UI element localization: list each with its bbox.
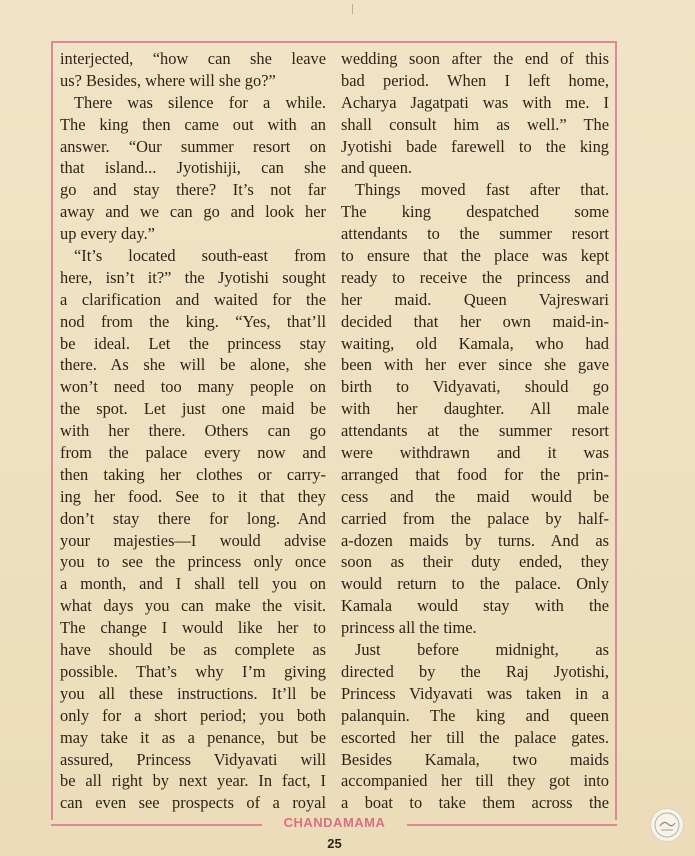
right-column-line: wedding soon after the end of this — [341, 49, 609, 68]
right-column-line: princess all the time. — [341, 618, 477, 638]
right-column-line: Besides Kamala, two maids — [341, 749, 609, 769]
right-column-line: Princess Vidyavati was taken in a — [341, 683, 609, 703]
right-column-line: a-dozen maids by turns. And as — [341, 530, 609, 550]
right-column-line: Kamala would stay with the — [341, 596, 609, 616]
right-column-line: birth to Vidyavati, should go — [341, 377, 609, 397]
right-column-line: palanquin. The king and queen — [341, 705, 609, 725]
left-column-line: can even see prospects of a royal — [60, 793, 326, 813]
left-column-line: answer. “Our summer resort on — [60, 136, 326, 156]
left-column-line: interjected, “how can she leave — [60, 49, 326, 68]
right-column-line: Things moved fast after that. — [355, 180, 609, 200]
left-column-line: a month, and I shall tell you on — [60, 574, 326, 594]
right-column-line: decided that her own maid-in- — [341, 311, 609, 331]
right-column-line: her maid. Queen Vajreswari — [341, 289, 609, 309]
right-column-line: waiting, old Kamala, who had — [341, 333, 609, 353]
right-column-line: escorted her till the palace gates. — [341, 727, 609, 747]
left-column-line: “It’s located south-east from — [74, 246, 326, 266]
right-column-line: shall consult him as well.” The — [341, 114, 609, 134]
left-column-line: then taking her clothes or carry- — [60, 464, 326, 484]
right-column-line: a boat to take them across the — [341, 793, 609, 813]
left-column-line: possible. That’s why I’m giving — [60, 661, 326, 681]
left-column-line: with her there. Others can go — [60, 421, 326, 441]
left-column-line: only for a short period; you both — [60, 705, 326, 725]
left-column-line: what days you can make the visit. — [60, 596, 326, 616]
left-column-line: be all right by next year. In fact, I — [60, 771, 326, 791]
right-column-line: cess and the maid would be — [341, 486, 609, 506]
left-column-line: here, isn’t it?” the Jyotishi sought — [60, 267, 326, 287]
right-column-line: directed by the Raj Jyotishi, — [341, 661, 609, 681]
left-column-line: from the palace every now and — [60, 443, 326, 463]
right-column-line: accompanied her till they got into — [341, 771, 609, 791]
left-text-column — [60, 48, 326, 814]
left-column-line: have should be as complete as — [60, 640, 326, 660]
left-column-line: be ideal. Let the princess stay — [60, 333, 326, 353]
right-column-line: carried from the palace by half- — [341, 508, 609, 528]
right-column-line: The king despatched some — [341, 202, 609, 222]
left-column-line: you all these instructions. It’ll be — [60, 683, 326, 703]
page-number: 25 — [327, 836, 342, 851]
right-column-line: with her daughter. All male — [341, 399, 609, 419]
right-column-line: were withdrawn and it was — [341, 443, 609, 463]
right-column-line: ready to receive the princess and — [341, 267, 609, 287]
left-column-line: us? Besides, where will she go?” — [60, 70, 276, 90]
right-column-line: bad period. When I left home, — [341, 70, 609, 90]
page-border-bottom-left — [51, 824, 262, 826]
left-column-line: up every day.” — [60, 224, 155, 244]
scan-mark — [352, 4, 353, 14]
right-column-line: arranged that food for the prin- — [341, 464, 609, 484]
left-column-line: that island... Jyotishiji, can she — [60, 158, 326, 178]
right-column-line: and queen. — [341, 158, 412, 178]
right-column-line: Acharya Jagatpati was with me. I — [341, 92, 609, 112]
right-column-line: attendants to the summer resort — [341, 224, 609, 244]
left-column-line: nod from the king. “Yes, that’ll — [60, 311, 326, 331]
library-stamp-icon — [650, 808, 684, 842]
left-column-line: your majesties—I would advise — [60, 530, 326, 550]
left-column-line: There was silence for a while. — [74, 92, 326, 112]
right-column-line: been with her ever since she gave — [341, 355, 609, 375]
right-text-column — [341, 48, 609, 814]
left-column-line: there. As she will be alone, she — [60, 355, 326, 375]
left-column-line: ing her food. See to it that they — [60, 486, 326, 506]
left-column-line: the spot. Let just one maid be — [60, 399, 326, 419]
left-column-line: The change I would like her to — [60, 618, 326, 638]
left-column-line: go and stay there? It’s not far — [60, 180, 326, 200]
left-column-line: The king then came out with an — [60, 114, 326, 134]
left-column-line: won’t need too many people on — [60, 377, 326, 397]
left-column-line: a clarification and waited for the — [60, 289, 326, 309]
left-column-line: away and we can go and look her — [60, 202, 326, 222]
left-column-line: don’t stay there for long. And — [60, 508, 326, 528]
right-column-line: to ensure that the place was kept — [341, 246, 609, 266]
page-border-bottom-right — [407, 824, 617, 826]
magazine-title: CHANDAMAMA — [283, 815, 386, 830]
left-column-line: you to see the princess only once — [60, 552, 326, 572]
right-column-line: Jyotishi bade farewell to the king — [341, 136, 609, 156]
right-column-line: would return to the palace. Only — [341, 574, 609, 594]
left-column-line: assured, Princess Vidyavati will — [60, 749, 326, 769]
left-column-line: may take it as a penance, but be — [60, 727, 326, 747]
right-column-line: soon as their duty ended, they — [341, 552, 609, 572]
right-column-line: Just before midnight, as — [355, 640, 609, 660]
right-column-line: attendants at the summer resort — [341, 421, 609, 441]
